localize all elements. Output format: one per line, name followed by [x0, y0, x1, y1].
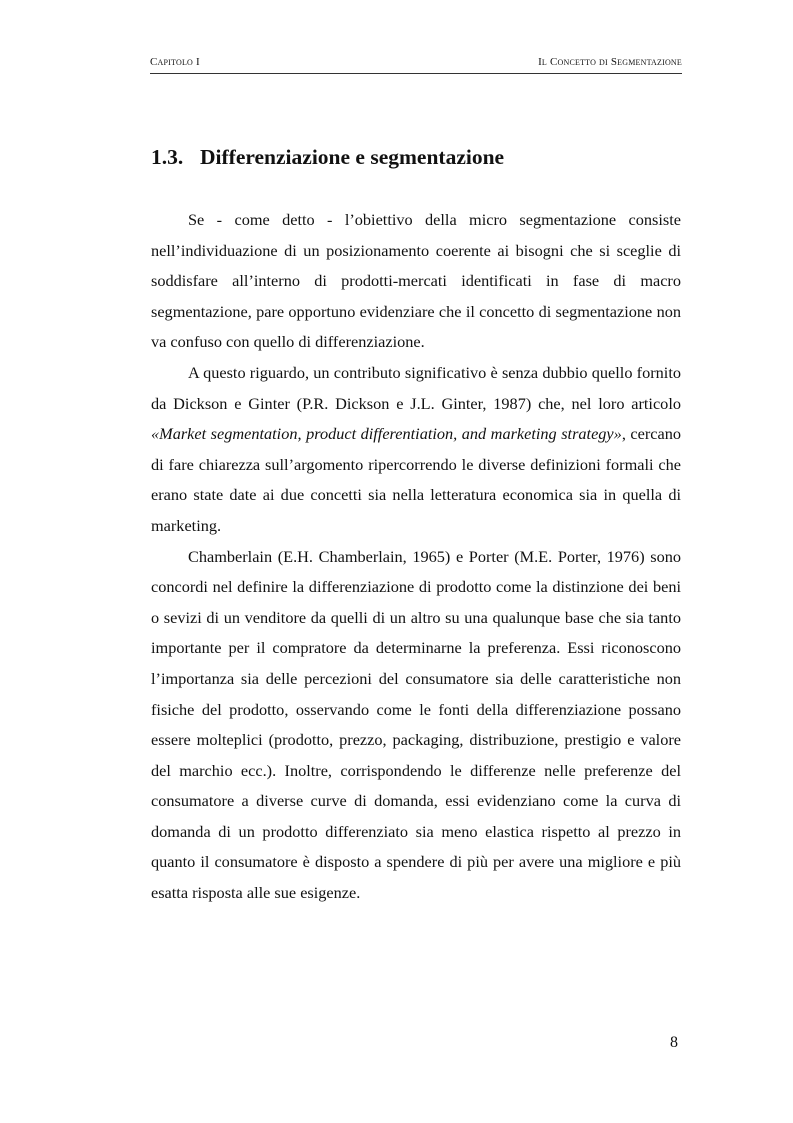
paragraph-text: A questo riguardo, un contributo significativo è senza dubbio quello fornito da Dickson e Ginter (P.R. Dickson e J.L. Ginter, 1987) che, nel loro articolo — [151, 362, 681, 413]
paragraph-text: Chamberlain (E.H. Chamberlain, 1965) e Porter (M.E. Porter, 1976) sono concordi nel definire la differenziazione di prodotto come la distinzione dei beni o sevizi di un venditore da quelli di un altro su una qualunque base che sia tanto importante per il compratore da determinarne la preferenza. Essi riconoscono l’importanza sia delle percezioni del consumatore sia delle caratteristiche non fisiche del prodotto, osservando come le fonti della differenziazione possano essere molteplici (prodotto, prezzo, packaging, distribuzione, prestigio e valore del marchio ecc.). Inoltre, corrispondendo le differenze nelle preferenze del consumatore a diverse curve di domanda, essi evidenziano come la curva di domanda di un prodotto differenziato sia meno elastica rispetto al prezzo in quanto il consumatore è disposto a spendere di più per avere una migliore e più esatta risposta alle sue esigenze. — [151, 546, 681, 903]
section-title: Differenziazione e segmentazione — [200, 145, 505, 169]
body-text — [151, 205, 681, 909]
section-heading — [151, 145, 504, 170]
header-chapter: Capitolo I — [150, 56, 200, 68]
running-header — [150, 56, 682, 68]
header-rule — [150, 73, 682, 74]
paragraph — [151, 358, 681, 542]
paragraph-text: Se - come detto - l’obiettivo della micro segmentazione consiste nell’individuazione di un posizionamento coerente ai bisogni che si sceglie di soddisfare all’interno di prodotti-mercati identificati in fase di macro segmentazione, pare opportuno evidenziare che il concetto di segmentazione non va confuso con quello di differenziazione. — [151, 210, 681, 352]
section-number: 1.3. — [151, 145, 184, 169]
header-chapter-title: Il Concetto di Segmentazione — [538, 56, 682, 68]
paragraph — [151, 542, 681, 909]
paragraph-text-continued: , cercano di fare chiarezza sull’argomento ripercorrendo le diverse definizioni formali che erano state date ai due concetti sia nella letteratura economica sia in quella di marketing. — [151, 424, 682, 535]
page-number: 8 — [670, 1034, 678, 1051]
article-title-italic: «Market segmentation, product differentiation, and marketing strategy» — [151, 424, 622, 444]
paragraph — [151, 205, 681, 358]
